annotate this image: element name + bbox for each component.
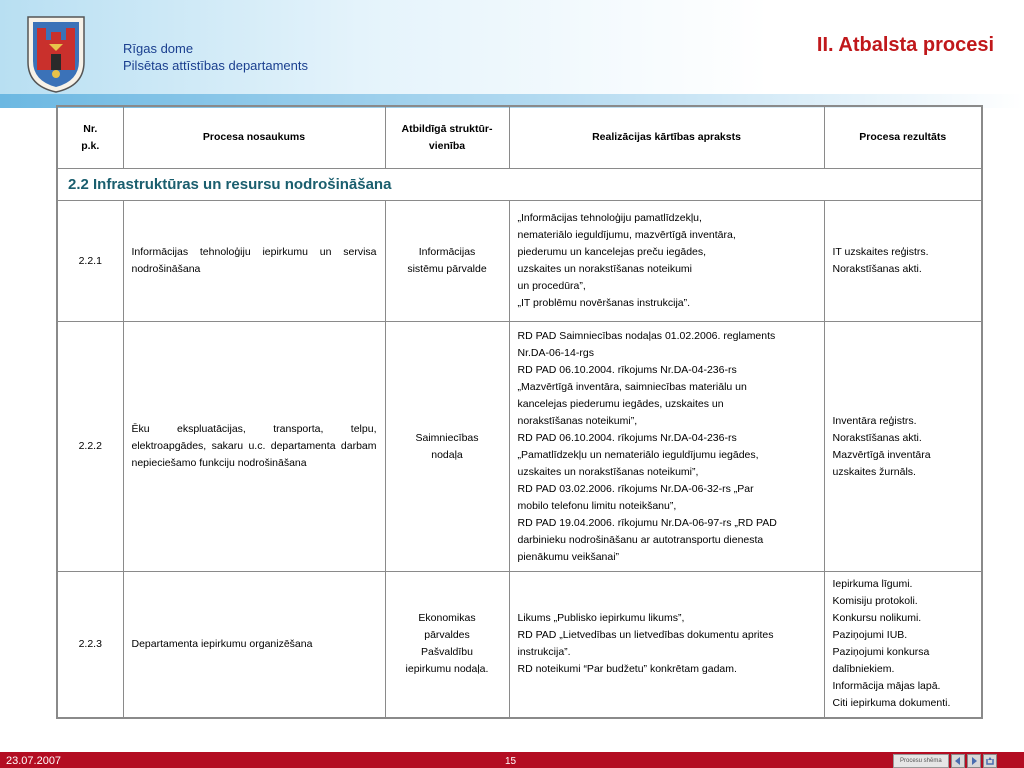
row-description-text: „Informācijas tehnoloģiju pamatlīdzekļu, nemateriālo ieguldījumu, mazvērtīgā inventāra, piederumu un kancelejas preču iegādes, uzskaites un norakstīšanas noteikumi un procedūra”, „IT problēmu novēršanas instrukcija”.: [517, 212, 736, 309]
table-row: [57, 322, 982, 572]
column-header-result: [824, 106, 982, 169]
slide-navigation: [893, 754, 997, 768]
row-result-text: Iepirkuma līgumi. Komisiju protokoli. Konkursu nolikumi. Paziņojumi IUB. Paziņojumi konkursa dalībniekiem. Informācija mājas lapā. Citi iepirkuma dokumenti.: [832, 578, 951, 710]
department-name: Pilsētas attīstības departaments: [123, 58, 308, 73]
process-scheme-link[interactable]: Procesu shēma: [893, 754, 949, 768]
section-row: [57, 169, 982, 201]
process-table: [56, 105, 983, 719]
row-result-text: Inventāra reģistrs. Norakstīšanas akti. Mazvērtīgā inventāra uzskaites žurnāls.: [832, 414, 931, 478]
row-responsible-unit: [385, 322, 509, 572]
footer-date: 23.07.2007: [6, 755, 62, 767]
table-row: [57, 572, 982, 718]
row-description-text: Likums „Publisko iepirkumu likums”, RD PAD „Lietvedības un lietvedības dokumentu aprites instrukcija”. RD noteikumi “Par budžetu” konkrētam gadam.: [517, 612, 774, 676]
column-header-nr: [57, 106, 123, 169]
row-description: [509, 322, 824, 572]
row-responsible-unit-text: Informācijas sistēmu pārvalde: [407, 246, 487, 275]
row-nr: 2.2.1: [57, 201, 123, 322]
column-header-name-label: Procesa nosaukums: [202, 131, 306, 143]
return-icon[interactable]: [983, 754, 997, 768]
column-header-unit-label: Atbildīgā struktūr- vienība: [401, 122, 493, 152]
row-result: [824, 322, 982, 572]
row-responsible-unit-text: Saimniecības nodaļa: [415, 431, 479, 461]
table-header-row: [57, 106, 982, 169]
row-process-name: Departamenta iepirkumu organizēšana: [123, 572, 385, 718]
page-number: 15: [505, 756, 517, 767]
riga-coat-of-arms-logo: [25, 14, 87, 94]
row-nr: 2.2.3: [57, 572, 123, 718]
row-responsible-unit-text: Ekonomikas pārvaldes Pašvaldību iepirkumu nodaļa.: [405, 612, 489, 676]
column-header-unit: [385, 106, 509, 169]
row-process-name: Informācijas tehnoloģiju iepirkumu un servisa nodrošināšana: [123, 201, 385, 322]
org-name: Rīgas dome: [123, 41, 194, 56]
row-description-text: RD PAD Saimniecības nodaļas 01.02.2006. reglaments Nr.DA-06-14-rgs RD PAD 06.10.2004. rīkojums Nr.DA-04-236-rs „Mazvērtīgā inventāra, saimniecības materiālu un kancelejas piederumu iegādes, uzskaites un norakstīšanas noteikumi”, RD PAD 06.10.2004. rīkojums Nr.DA-04-236-rs „Pamatlīdzekļu un nemateriālo ieguldījumu iegādes, uzskaites un norakstīšanas noteikumi”, RD PAD 03.02.2006. rīkojums Nr.DA-06-32-rs „Par mobilo telefonu limitu noteikšanu”, RD PAD 19.04.2006. rīkojumu Nr.DA-06-97-rs „RD PAD darbinieku nodrošināšanu ar autotransportu dienesta pienākumu veikšanai”: [517, 329, 777, 563]
row-result: [824, 572, 982, 718]
row-result-text: IT uzskaites reģistrs. Norakstīšanas akti.: [832, 246, 929, 275]
row-result: [824, 201, 982, 322]
column-header-description: [509, 106, 824, 169]
row-description: [509, 572, 824, 718]
row-responsible-unit: [385, 201, 509, 322]
arrow-left-icon[interactable]: [951, 754, 965, 768]
row-nr: 2.2.2: [57, 322, 123, 572]
row-responsible-unit: [385, 572, 509, 718]
row-description: [509, 201, 824, 322]
row-process-name: Ēku ekspluatācijas, transporta, telpu, elektroapgādes, sakaru u.c. departamenta darbam nepieciešamo funkciju nodrošināšana: [123, 322, 385, 572]
column-header-name: [123, 106, 385, 169]
section-title: 2.2 Infrastruktūras un resursu nodrošināšana: [57, 169, 982, 201]
arrow-right-icon[interactable]: [967, 754, 981, 768]
column-header-nr-label: Nr. p.k.: [81, 122, 100, 152]
column-header-result-label: Procesa rezultāts: [859, 131, 947, 143]
column-header-description-label: Realizācijas kārtības apraksts: [592, 131, 741, 143]
page-title: II. Atbalsta procesi: [816, 34, 994, 56]
table-row: [57, 201, 982, 322]
